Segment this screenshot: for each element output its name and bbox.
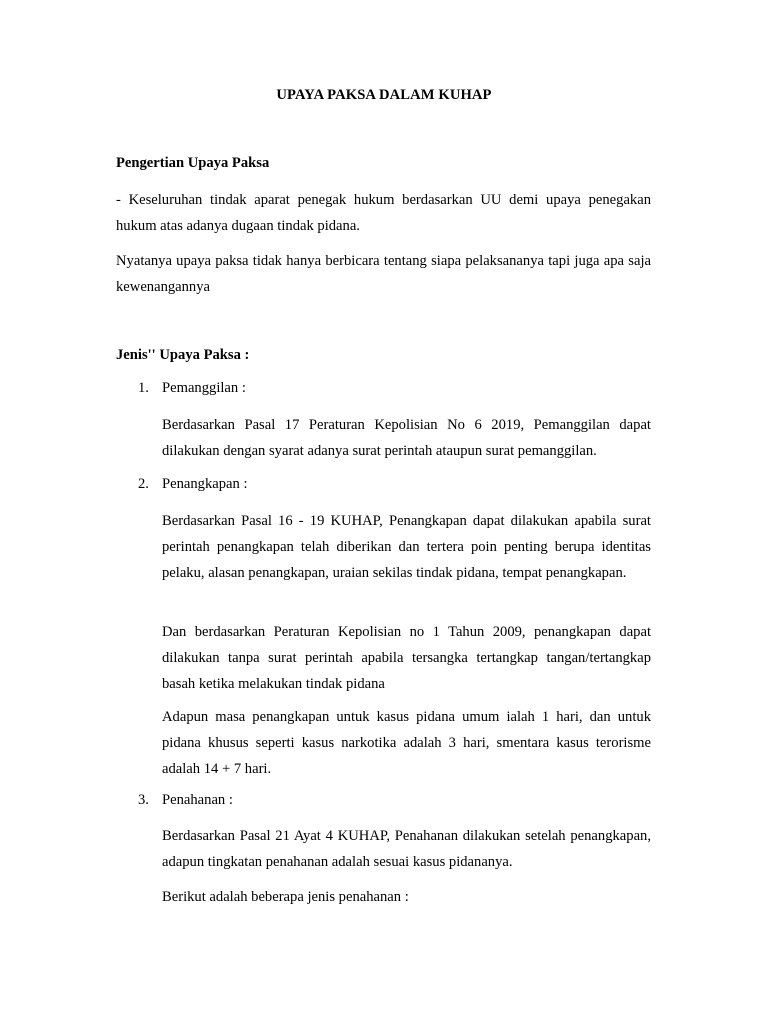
list-number: 3. xyxy=(138,792,149,808)
document-title: UPAYA PAKSA DALAM KUHAP xyxy=(276,87,492,103)
paragraph-penahanan-1: Berdasarkan Pasal 21 Ayat 4 KUHAP, Penahanan dilakukan setelah penangkapan, adapun tingkatan penahanan adalah sesuai kasus pidananya. xyxy=(162,828,651,870)
section-heading-pengertian: Pengertian Upaya Paksa xyxy=(116,155,270,171)
paragraph-penahanan-2: Berikut adalah beberapa jenis penahanan : xyxy=(162,889,409,905)
paragraph-pemanggilan: Berdasarkan Pasal 17 Peraturan Kepolisian No 6 2019, Pemanggilan dapat dilakukan dengan syarat adanya surat perintah ataupun surat pemanggilan. xyxy=(162,417,651,459)
list-item-label: Penangkapan : xyxy=(162,476,248,492)
list-item-label: Pemanggilan : xyxy=(162,380,246,396)
list-number: 1. xyxy=(138,380,149,396)
list-item-pemanggilan xyxy=(138,380,246,397)
paragraph-penangkapan-3: Adapun masa penangkapan untuk kasus pidana umum ialah 1 hari, dan untuk pidana khusus seperti kasus narkotika adalah 3 hari, smentara kasus terorisme adalah 14 + 7 hari. xyxy=(162,709,651,777)
list-item-penangkapan xyxy=(138,476,248,493)
paragraph-definition: - Keseluruhan tindak aparat penegak hukum berdasarkan UU demi upaya penegakan hukum atas adanya dugaan tindak pidana. xyxy=(116,192,651,234)
paragraph-nyatanya: Nyatanya upaya paksa tidak hanya berbicara tentang siapa pelaksananya tapi juga apa saja kewenangannya xyxy=(116,253,651,295)
paragraph-penangkapan-1: Berdasarkan Pasal 16 - 19 KUHAP, Penangkapan dapat dilakukan apabila surat perintah penangkapan telah diberikan dan tertera poin penting berupa identitas pelaku, alasan penangkapan, uraian sekilas tindak pidana, tempat penangkapan. xyxy=(162,513,651,581)
list-item-penahanan xyxy=(138,792,233,809)
list-item-label: Penahanan : xyxy=(162,792,233,808)
paragraph-penangkapan-2: Dan berdasarkan Peraturan Kepolisian no 1 Tahun 2009, penangkapan dapat dilakukan tanpa surat perintah apabila tersangka tertangkap tangan/tertangkap basah ketika melakukan tindak pidana xyxy=(162,624,651,692)
list-number: 2. xyxy=(138,476,149,492)
section-heading-jenis: Jenis'' Upaya Paksa : xyxy=(116,347,250,363)
